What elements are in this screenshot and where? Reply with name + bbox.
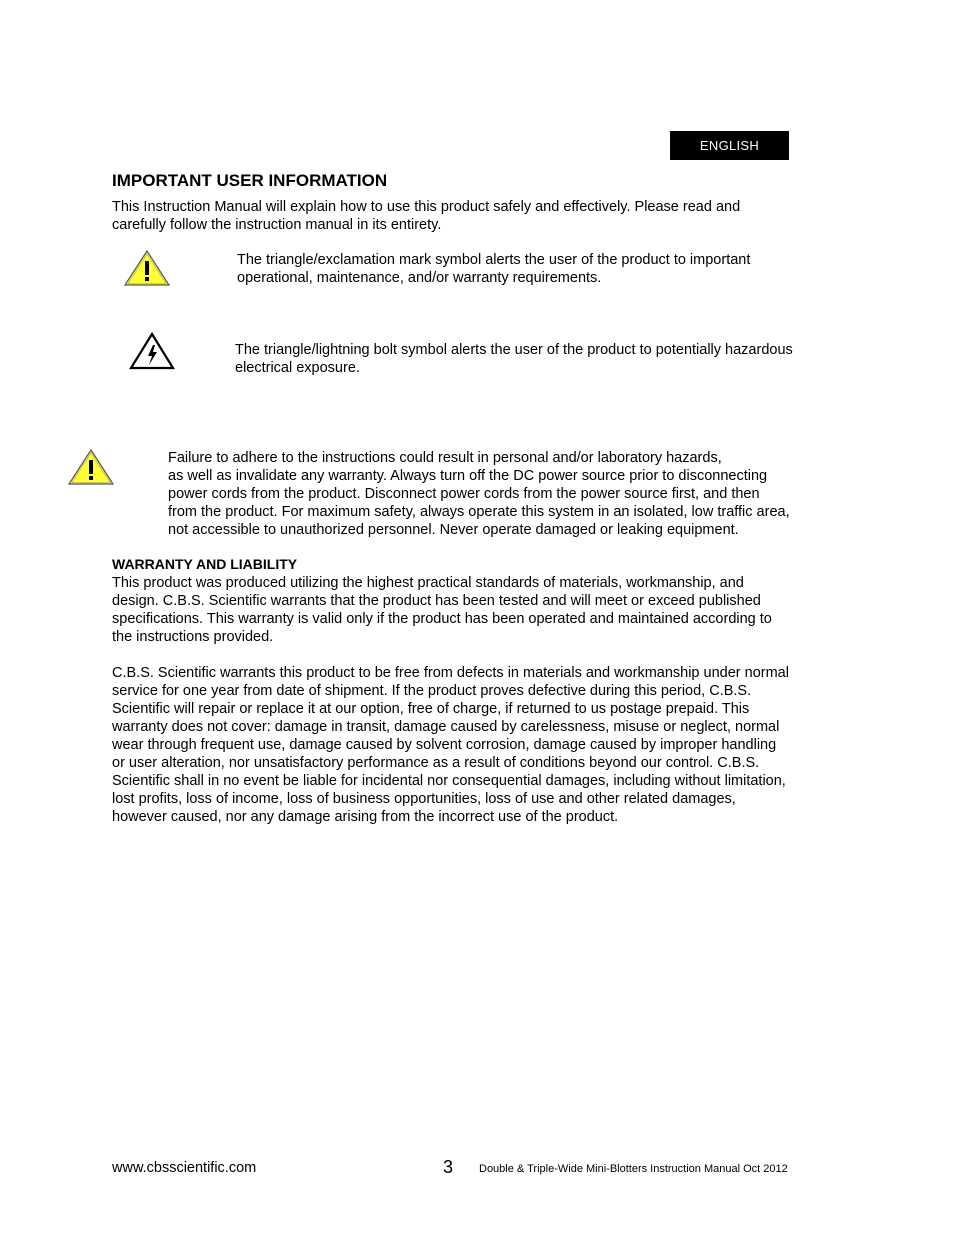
footer-website: www.cbsscientific.com bbox=[112, 1160, 257, 1176]
intro-paragraph: This Instruction Manual will explain how to use this product safely and effectively. Please read and carefully follow the instruction manual in its entirety. bbox=[112, 199, 741, 233]
safety-warning-paragraph: Failure to adhere to the instructions could result in personal and/or laboratory hazards, as well as invalidate any warranty. Always turn off the DC power source prior to disconnecting power cords from the product. Disconnect power cords from the power source first, and then from the product. For maximum safety, always operate this system in an isolated, low traffic area, not accessible to unauthorized personnel. Never operate damaged or leaking equipment. bbox=[168, 450, 790, 538]
exclamation-triangle-icon bbox=[122, 248, 172, 288]
lightning-triangle-icon bbox=[127, 331, 177, 371]
language-tab: ENGLISH bbox=[670, 131, 789, 160]
warranty-paragraph-1: This product was produced utilizing the highest practical standards of materials, workmanship, and design. C.B.S. Scientific warrants that the product has been tested and will meet or exceed published specifications. This warranty is valid only if the product has been operated and maintained according to the instructions provided. bbox=[112, 575, 772, 645]
footer-manual-title: Double & Triple-Wide Mini-Blotters Instruction Manual Oct 2012 bbox=[479, 1163, 788, 1175]
page-number: 3 bbox=[443, 1157, 454, 1177]
warranty-paragraph-2: C.B.S. Scientific warrants this product to be free from defects in materials and workmanship under normal service for one year from date of shipment. If the product proves defective during this period, C.B.S. Scientific will repair or replace it at our option, free of charge, if returned to us postage prepaid. This warranty does not cover: damage in transit, damage caused by carelessness, misuse or neglect, normal wear through frequent use, damage caused by solvent corrosion, damage caused by improper handling or user alteration, nor unsatisfactory performance as a result of conditions beyond our control. C.B.S. Scientific shall in no event be liable for incidental nor consequential damages, including without limitation, lost profits, loss of income, loss of business opportunities, loss of use and other related damages, however caused, nor any damage arising from the incorrect use of the product. bbox=[112, 665, 789, 825]
warranty-heading: WARRANTY AND LIABILITY bbox=[112, 556, 298, 572]
page-title: IMPORTANT USER INFORMATION bbox=[112, 171, 388, 190]
lightning-symbol-description: The triangle/lightning bolt symbol alerts the user of the product to potentially hazardous electrical exposure. bbox=[235, 342, 793, 376]
exclamation-triangle-icon bbox=[66, 447, 116, 487]
exclamation-symbol-description: The triangle/exclamation mark symbol alerts the user of the product to important operational, maintenance, and/or warranty requirements. bbox=[237, 252, 751, 286]
